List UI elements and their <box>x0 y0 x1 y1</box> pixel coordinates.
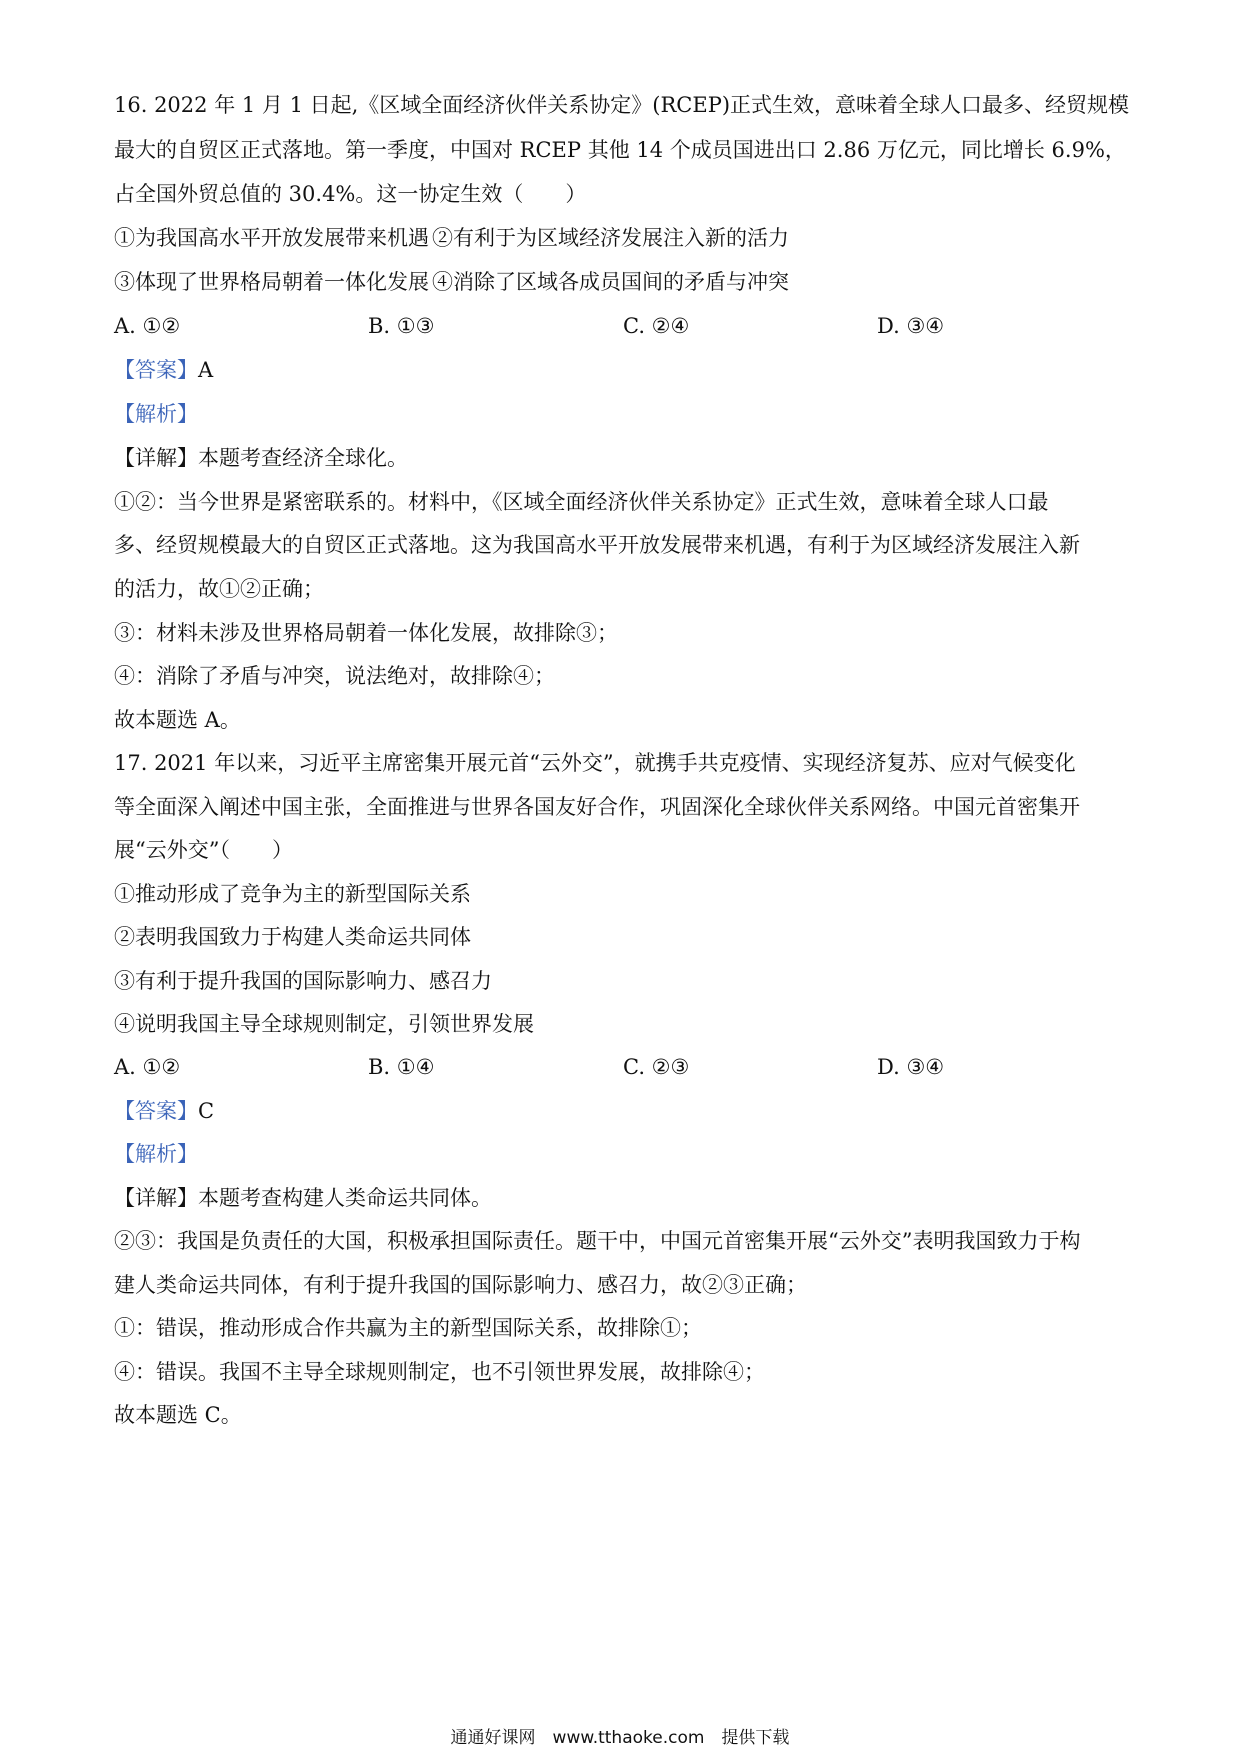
q16-stem-line-1: 16. 2022 年 1 月 1 日起,《区域全面经济伙伴关系协定》(RCEP)正式生效，意味着全球人口最多、经贸规模 <box>114 93 1130 117</box>
q17-choice-b: B. ①④ <box>368 1055 435 1079</box>
q17-detail-line-1: 【详解】本题考查构建人类命运共同体。 <box>114 1186 492 1210</box>
page-footer: 通通好课网 www.tthaoke.com 提供下载 <box>450 1728 790 1748</box>
q17-statement-4: ④说明我国主导全球规则制定，引领世界发展 <box>114 1012 534 1036</box>
q17-choice-c: C. ②③ <box>623 1055 690 1079</box>
q16-statement-3: ③体现了世界格局朝着一体化发展 <box>114 270 429 294</box>
q16-answer-tag: 【答案】 <box>114 358 198 382</box>
q16-stem-line-3: 占全国外贸总值的 30.4%。这一协定生效（ ） <box>114 182 587 206</box>
q17-statement-2: ②表明我国致力于构建人类命运共同体 <box>114 925 471 949</box>
q17-answer-tag: 【答案】 <box>114 1099 198 1123</box>
q16-statement-4: ④消除了区域各成员国间的矛盾与冲突 <box>432 270 789 294</box>
q17-stem-line-1: 17. 2021 年以来，习近平主席密集开展元首“云外交”，就携手共克疫情、实现经济复苏、应对气候变化 <box>114 751 1076 775</box>
q17-detail-line-6: 故本题选 C。 <box>114 1403 242 1427</box>
q17-statement-3: ③有利于提升我国的国际影响力、感召力 <box>114 969 492 993</box>
q17-stem-line-3: 展“云外交”（ ） <box>114 838 293 862</box>
q16-detail-line-7: 故本题选 A。 <box>114 708 241 732</box>
q17-detail-line-2: ②③：我国是负责任的大国，积极承担国际责任。题干中，中国元首密集开展“云外交”表明我国致力于构 <box>114 1229 1081 1253</box>
q16-detail-line-1: 【详解】本题考查经济全球化。 <box>114 446 408 470</box>
q17-choice-a: A. ①② <box>114 1055 181 1079</box>
q17-answer-value: C <box>198 1099 215 1123</box>
q16-analysis-tag: 【解析】 <box>114 402 198 426</box>
q17-statement-1: ①推动形成了竞争为主的新型国际关系 <box>114 882 471 906</box>
q16-choice-c: C. ②④ <box>623 314 690 338</box>
q16-choice-d: D. ③④ <box>877 314 945 338</box>
q17-stem-line-2: 等全面深入阐述中国主张，全面推进与世界各国友好合作，巩固深化全球伙伴关系网络。中国元首密集开 <box>114 795 1080 819</box>
q16-choice-a: A. ①② <box>114 314 181 338</box>
q17-analysis-tag: 【解析】 <box>114 1142 198 1166</box>
q17-detail-line-3: 建人类命运共同体，有利于提升我国的国际影响力、感召力，故②③正确； <box>114 1273 807 1297</box>
q16-detail-line-3: 多、经贸规模最大的自贸区正式落地。这为我国高水平开放发展带来机遇，有利于为区域经济发展注入新 <box>114 533 1080 557</box>
q16-statement-2: ②有利于为区域经济发展注入新的活力 <box>432 226 789 250</box>
q17-detail-line-4: ①：错误，推动形成合作共赢为主的新型国际关系，故排除①； <box>114 1316 702 1340</box>
q16-detail-line-4: 的活力，故①②正确； <box>114 577 324 601</box>
q16-detail-line-6: ④：消除了矛盾与冲突，说法绝对，故排除④； <box>114 664 555 688</box>
q16-answer-value: A <box>198 358 214 382</box>
q16-detail-line-5: ③：材料未涉及世界格局朝着一体化发展，故排除③； <box>114 621 618 645</box>
q16-stem-line-2: 最大的自贸区正式落地。第一季度，中国对 RCEP 其他 14 个成员国进出口 2.86 万亿元，同比增长 6.9%， <box>114 138 1126 162</box>
q17-detail-line-5: ④：错误。我国不主导全球规则制定，也不引领世界发展，故排除④； <box>114 1360 765 1384</box>
q16-choice-b: B. ①③ <box>368 314 435 338</box>
q16-answer-line <box>114 355 213 385</box>
q16-statement-1: ①为我国高水平开放发展带来机遇 <box>114 226 429 250</box>
q17-choice-d: D. ③④ <box>877 1055 945 1079</box>
q17-answer-line <box>114 1096 214 1126</box>
q16-detail-line-2: ①②：当今世界是紧密联系的。材料中，《区域全面经济伙伴关系协定》正式生效，意味着全球人口最 <box>114 490 1049 514</box>
